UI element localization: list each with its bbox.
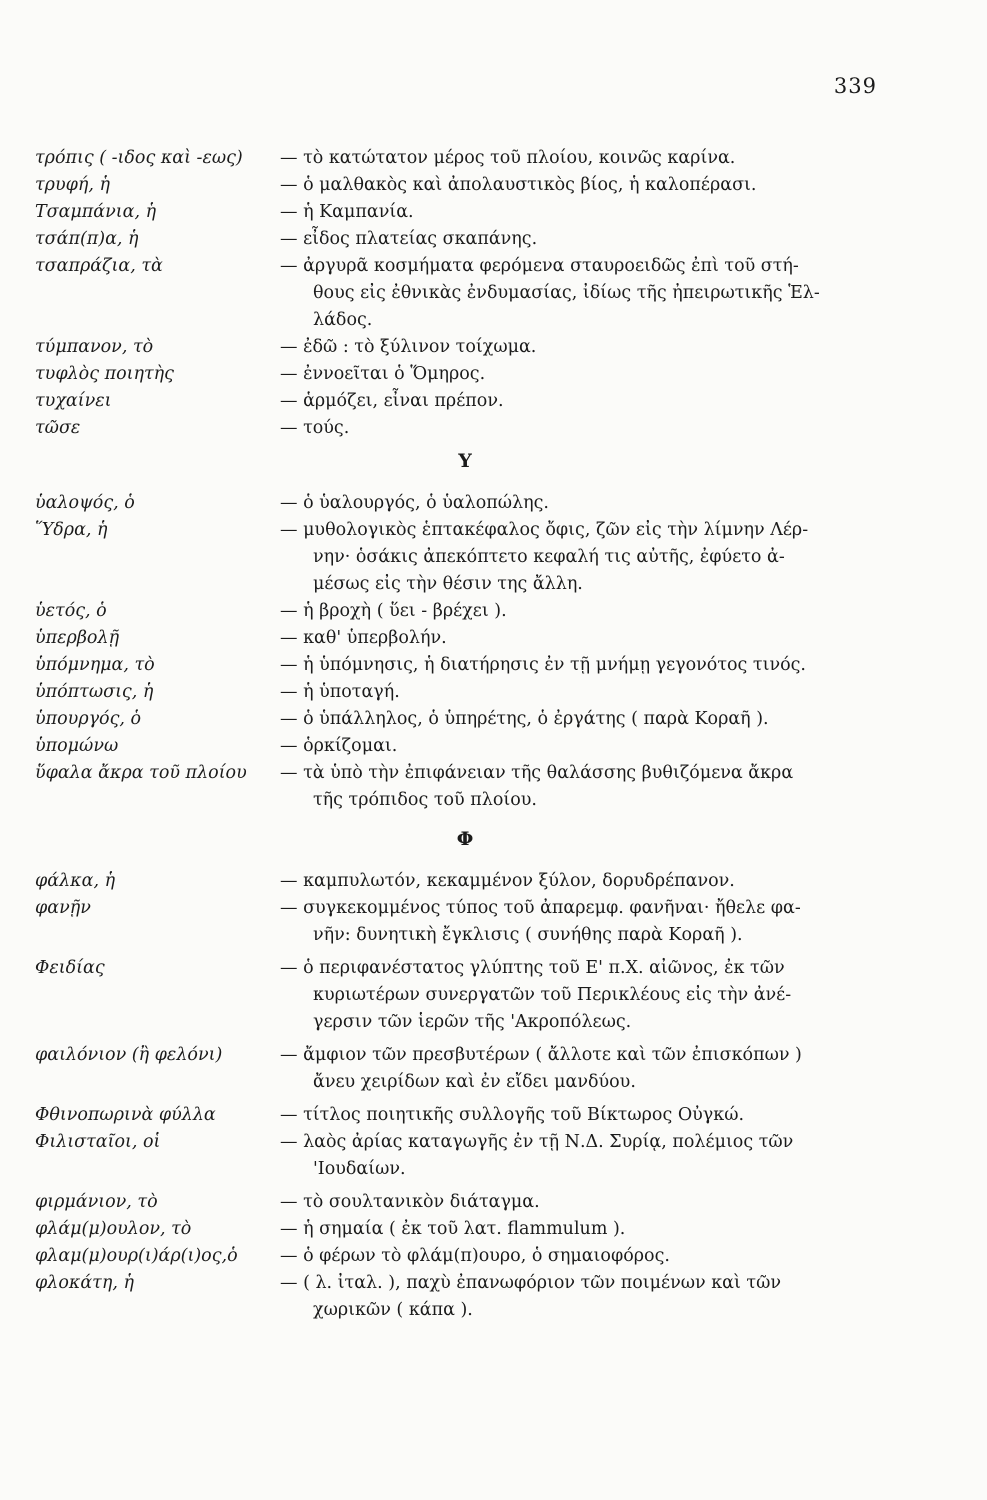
definition-line: — τίτλος ποιητικῆς συλλογῆς τοῦ Βίκτωρος Οὐγκώ.	[280, 1105, 745, 1125]
entry-term: ὑπερβολῇ	[35, 628, 120, 648]
definition-line: — τὸ σουλτανικὸν διάταγμα.	[280, 1192, 540, 1212]
glossary-entry	[35, 868, 895, 895]
definition-line: λάδος.	[313, 310, 373, 330]
definition-line: — εἶδος πλατείας σκαπάνης.	[280, 229, 538, 249]
glossary-entry	[35, 1042, 895, 1096]
glossary-section	[35, 828, 895, 1324]
definition-line: ἄνευ χειρίδων καὶ ἐν εἴδει μανδύου.	[313, 1072, 636, 1092]
glossary-entry	[35, 652, 895, 679]
definition-line: — ἀργυρᾶ κοσμήματα φερόμενα σταυροειδῶς ἐπὶ τοῦ στή-	[280, 256, 799, 276]
entry-term: Φιλισταῖοι, οἱ	[35, 1132, 161, 1152]
definition-line: — ἐδῶ : τὸ ξύλινον τοίχωμα.	[280, 337, 537, 357]
definition-line: — ὁ περιφανέστατος γλύπτης τοῦ Ε' π.Χ. αἰῶνος, ἐκ τῶν	[280, 958, 785, 978]
glossary-entry	[35, 955, 895, 1036]
definition-line: — τὰ ὑπὸ τὴν ἐπιφάνειαν τῆς θαλάσσης βυθιζόμενα ἄκρα	[280, 763, 794, 783]
definition-line: — ὁ μαλθακὸς καὶ ἀπολαυστικὸς βίος, ἡ καλοπέρασι.	[280, 175, 757, 195]
definition-line: — ἡ ὑποταγή.	[280, 682, 400, 702]
glossary-entry	[35, 679, 895, 706]
definition-line: — τούς.	[280, 418, 350, 438]
entry-term: τυχαίνει	[35, 391, 112, 411]
definition-line: — ὁ ὑπάλληλος, ὁ ὑπηρέτης, ὁ ἐργάτης ( παρὰ Κοραῆ ).	[280, 709, 769, 729]
entry-term: φλαμ(μ)ουρ(ι)άρ(ι)ος,ὁ	[35, 1246, 238, 1266]
definition-line: — ἐννοεῖται ὁ Ὅμηρος.	[280, 364, 486, 384]
entry-term: φάλκα, ἡ	[35, 871, 116, 891]
entry-term: ὑαλοψός, ὁ	[35, 493, 135, 513]
definition-line: — ἡ ὑπόμνησις, ἡ διατήρησις ἐν τῇ μνήμῃ γεγονότος τινός.	[280, 655, 806, 675]
glossary-entry	[35, 1129, 895, 1183]
entry-term: τρυφή, ἡ	[35, 175, 110, 195]
section-letter: Φ	[456, 828, 474, 850]
glossary-entry	[35, 1216, 895, 1243]
entry-term: ὑπουργός, ὁ	[35, 709, 142, 729]
entry-definition	[280, 517, 895, 598]
glossary-entry	[35, 361, 895, 388]
definition-line: νῆν: δυνητικὴ ἔγκλισις ( συνήθης παρὰ Κοραῆ ).	[313, 925, 743, 945]
definition-line: μέσως εἰς τὴν θέσιν της ἄλλη.	[313, 574, 583, 594]
definition-line: χωρικῶν ( κάπα ).	[313, 1300, 473, 1320]
entry-definition	[280, 760, 895, 814]
glossary-entry	[35, 1189, 895, 1216]
entry-term: τρόπις ( -ιδος καὶ -εως)	[35, 148, 243, 168]
glossary-entry	[35, 415, 895, 442]
entry-definition	[280, 598, 895, 625]
entry-definition	[280, 1189, 895, 1216]
entry-definition	[280, 226, 895, 253]
entry-definition	[280, 334, 895, 361]
entry-definition	[280, 955, 895, 1036]
entry-term: τσαπράζια, τὰ	[35, 256, 163, 276]
definition-line: — ἡ Καμπανία.	[280, 202, 414, 222]
entry-definition	[280, 1216, 895, 1243]
entry-definition	[280, 733, 895, 760]
definition-line: — ἡ βροχὴ ( ὕει - βρέχει ).	[280, 601, 507, 621]
glossary-entry	[35, 1270, 895, 1324]
definition-line: γερσιν τῶν ἱερῶν τῆς 'Ακροπόλεως.	[313, 1012, 632, 1032]
glossary-entry	[35, 625, 895, 652]
definition-line: — ἡ σημαία ( ἐκ τοῦ λατ. flammulum ).	[280, 1219, 626, 1239]
entry-term: φιρμάνιον, τὸ	[35, 1192, 158, 1212]
entry-term: Φειδίας	[35, 958, 105, 978]
definition-line: — λαὸς ἀρίας καταγωγῆς ἐν τῇ Ν.Δ. Συρίᾳ, πολέμιος τῶν	[280, 1132, 794, 1152]
entry-definition	[280, 895, 895, 949]
glossary-section	[35, 450, 895, 814]
definition-line: θους εἰς ἐθνικὰς ἐνδυμασίας, ἰδίως τῆς ἠπειρωτικῆς Ἑλ-	[313, 283, 820, 303]
entry-term: τύμπανον, τὸ	[35, 337, 154, 357]
definition-line: νην· ὁσάκις ἀπεκόπτετο κεφαλή τις αὐτῆς, ἐφύετο ἀ-	[313, 547, 785, 567]
entry-definition	[280, 1243, 895, 1270]
entry-definition	[280, 415, 895, 442]
entry-term: τυφλὸς ποιητὴς	[35, 364, 174, 384]
entry-term: Ὕδρα, ἡ	[35, 520, 108, 540]
entry-definition	[280, 145, 895, 172]
entry-definition	[280, 490, 895, 517]
entry-term: φλάμ(μ)ουλον, τὸ	[35, 1219, 192, 1239]
entry-term: φαιλόνιον (ἢ φελόνι)	[35, 1045, 223, 1065]
definition-line: — καθ' ὑπερβολήν.	[280, 628, 447, 648]
entry-definition	[280, 652, 895, 679]
definition-line: — ὁ ὑαλουργός, ὁ ὑαλοπώλης.	[280, 493, 549, 513]
definition-line: — ( λ. ἰταλ. ), παχὺ ἐπανωφόριον τῶν ποιμένων καὶ τῶν	[280, 1273, 781, 1293]
entry-definition	[280, 868, 895, 895]
glossary-entry	[35, 1102, 895, 1129]
section-heading	[35, 828, 895, 850]
definition-line: κυριωτέρων συνεργατῶν τοῦ Περικλέους εἰς τὴν ἀνέ-	[313, 985, 792, 1005]
section-heading	[35, 450, 895, 472]
entry-definition	[280, 1270, 895, 1324]
glossary-entry	[35, 490, 895, 517]
entry-definition	[280, 1129, 895, 1183]
definition-line: — καμπυλωτόν, κεκαμμένον ξύλον, δορυδρέπανον.	[280, 871, 735, 891]
entry-term: φλοκάτη, ἡ	[35, 1273, 134, 1293]
entry-definition	[280, 361, 895, 388]
entry-term: ὕφαλα ἄκρα τοῦ πλοίου	[35, 763, 247, 783]
entry-definition	[280, 253, 895, 334]
entry-term: Φθινοπωρινὰ φύλλα	[35, 1105, 216, 1125]
glossary-entry	[35, 895, 895, 949]
glossary-entry	[35, 388, 895, 415]
entry-definition	[280, 1042, 895, 1096]
glossary-entry	[35, 517, 895, 598]
glossary-entry	[35, 1243, 895, 1270]
entry-definition	[280, 679, 895, 706]
definition-line: — ὁρκίζομαι.	[280, 736, 398, 756]
definition-line: — ἄμφιον τῶν πρεσβυτέρων ( ἄλλοτε καὶ τῶν ἐπισκόπων )	[280, 1045, 802, 1065]
entry-term: φανῇν	[35, 898, 91, 918]
page-number: 339	[833, 74, 877, 98]
entry-definition	[280, 388, 895, 415]
entry-definition	[280, 1102, 895, 1129]
entry-term: ὑετός, ὁ	[35, 601, 107, 621]
entry-term: Τσαμπάνια, ἡ	[35, 202, 157, 222]
glossary-entry	[35, 760, 895, 814]
glossary	[35, 145, 895, 1324]
entry-term: τσάπ(π)α, ἡ	[35, 229, 139, 249]
definition-line: — ἁρμόζει, εἶναι πρέπον.	[280, 391, 504, 411]
glossary-section	[35, 145, 895, 442]
definition-line: — τὸ κατώτατον μέρος τοῦ πλοίου, κοινῶς καρίνα.	[280, 148, 736, 168]
glossary-entry	[35, 172, 895, 199]
definition-line: 'Ιουδαίων.	[313, 1159, 406, 1179]
entry-term: ὑπομώνω	[35, 736, 119, 756]
definition-line: — συγκεκομμένος τύπος τοῦ ἀπαρεμφ. φανῆναι· ἤθελε φα-	[280, 898, 801, 918]
entry-term: τῶσε	[35, 418, 81, 438]
glossary-entry	[35, 733, 895, 760]
entry-term: ὑπόμνημα, τὸ	[35, 655, 155, 675]
definition-line: — ὁ φέρων τὸ φλάμ(π)ουρο, ὁ σημαιοφόρος.	[280, 1246, 670, 1266]
glossary-entry	[35, 706, 895, 733]
glossary-entry	[35, 334, 895, 361]
entry-definition	[280, 172, 895, 199]
glossary-entry	[35, 253, 895, 334]
entry-definition	[280, 625, 895, 652]
glossary-entry	[35, 199, 895, 226]
section-letter: Υ	[458, 450, 472, 472]
glossary-entry	[35, 598, 895, 625]
glossary-entry	[35, 226, 895, 253]
definition-line: — μυθολογικὸς ἑπτακέφαλος ὄφις, ζῶν εἰς τὴν λίμνην Λέρ-	[280, 520, 809, 540]
entry-term: ὑπόπτωσις, ἡ	[35, 682, 154, 702]
definition-line: τῆς τρόπιδος τοῦ πλοίου.	[313, 790, 537, 810]
entry-definition	[280, 199, 895, 226]
glossary-entry	[35, 145, 895, 172]
entry-definition	[280, 706, 895, 733]
